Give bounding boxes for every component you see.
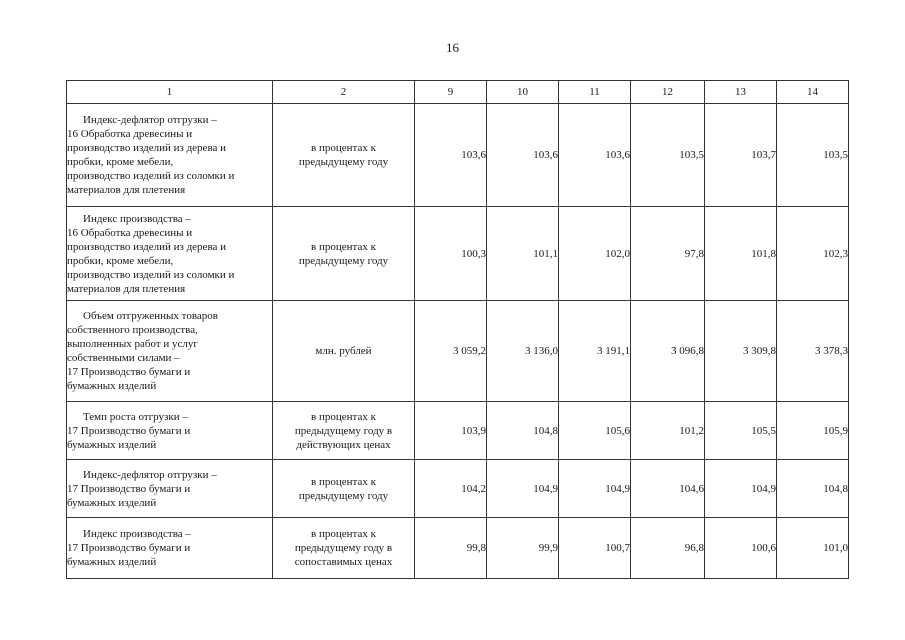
value-cell: 104,9 [487,460,559,518]
table-row [67,402,849,460]
header-cell: 9 [415,81,487,104]
indicator-name-line: производство изделий из дерева и [67,142,227,154]
indicator-name-cell [67,104,273,207]
value-cell: 103,6 [559,104,631,207]
indicator-name-line: материалов для плетения [67,282,186,295]
header-cell: 11 [559,81,631,104]
header-cell: 1 [67,81,273,104]
value-cell: 104,8 [487,402,559,460]
indicator-name-line: Индекс производства – [83,528,191,540]
value-cell: 105,5 [705,402,777,460]
value-cell: 97,8 [631,207,705,301]
indicator-name-line: выполненных работ и услуг [67,338,198,350]
value-cell: 103,9 [415,402,487,460]
indicator-name-line: пробки, кроме мебели, [67,254,174,267]
value-cell: 104,9 [559,460,631,518]
unit-line: предыдущему году в [294,424,393,437]
indicator-name-line: 17 Производство бумаги и [67,482,191,495]
unit-line: предыдущему году [298,254,389,267]
unit-line: предыдущему году [298,489,389,502]
value-cell: 99,8 [415,518,487,579]
indicator-name-line: материалов для плетения [67,184,186,196]
indicator-name-line: Индекс-дефлятор отгрузки – [83,114,217,126]
unit-line: в процентах к [311,240,376,253]
header-cell: 13 [705,81,777,104]
value-cell: 103,5 [631,104,705,207]
table-row [67,518,849,579]
value-cell: 3 378,3 [777,301,849,402]
indicator-name-line: 17 Производство бумаги и [67,424,191,437]
indicator-name-line: 17 Производство бумаги и [67,542,191,554]
unit-line: млн. рублей [315,345,372,357]
page-number: 16 [446,40,459,55]
indicator-name-line: производство изделий из дерева и [67,240,227,253]
indicator-name-line: бумажных изделий [67,496,157,509]
table-row [67,104,849,207]
indicator-name-line: производство изделий из соломки и [67,170,235,182]
table-row [67,301,849,402]
value-cell: 3 096,8 [631,301,705,402]
table-row [67,460,849,518]
value-cell: 101,2 [631,402,705,460]
value-cell: 3 136,0 [487,301,559,402]
value-cell: 104,2 [415,460,487,518]
unit-cell [273,301,415,402]
value-cell: 3 191,1 [559,301,631,402]
table-row [67,207,849,301]
value-cell: 103,6 [415,104,487,207]
unit-cell [273,402,415,460]
header-cell: 14 [777,81,849,104]
unit-line: в процентах к [311,475,376,488]
value-cell: 103,7 [705,104,777,207]
value-cell: 100,7 [559,518,631,579]
value-cell: 104,9 [705,460,777,518]
unit-cell [273,207,415,301]
indicator-name-line: Объем отгруженных товаров [83,310,218,322]
indicator-name-cell [67,301,273,402]
value-cell: 100,6 [705,518,777,579]
header-row [67,81,849,104]
indicator-name-line: Темп роста отгрузки – [83,410,188,423]
indicator-name-line: собственного производства, [67,324,198,336]
value-cell: 102,3 [777,207,849,301]
value-cell: 105,9 [777,402,849,460]
unit-cell [273,104,415,207]
indicator-name-line: собственными силами – [67,352,180,364]
indicator-name-cell [67,207,273,301]
indicator-name-line: 17 Производство бумаги и [67,366,191,378]
unit-line: в процентах к [311,142,376,154]
header-cell: 10 [487,81,559,104]
unit-line: предыдущему году в [294,542,393,554]
value-cell: 103,5 [777,104,849,207]
unit-line: предыдущему году [298,156,389,168]
unit-line: в процентах к [311,410,376,423]
indicator-name-line: 16 Обработка древесины и [67,226,193,239]
indicator-name-cell [67,402,273,460]
unit-cell [273,460,415,518]
indicator-name-line: Индекс-дефлятор отгрузки – [83,468,217,481]
indicator-name-line: пробки, кроме мебели, [67,156,174,168]
value-cell: 100,3 [415,207,487,301]
indicator-name-cell [67,518,273,579]
value-cell: 102,0 [559,207,631,301]
value-cell: 3 059,2 [415,301,487,402]
indicator-name-line: бумажных изделий [67,556,157,568]
value-cell: 104,8 [777,460,849,518]
indicator-name-line: производство изделий из соломки и [67,268,235,281]
header-cell: 2 [273,81,415,104]
value-cell: 101,1 [487,207,559,301]
value-cell: 104,6 [631,460,705,518]
indicator-name-line: 16 Обработка древесины и [67,128,193,140]
indicator-name-cell [67,460,273,518]
value-cell: 99,9 [487,518,559,579]
indicator-name-line: бумажных изделий [67,380,157,392]
indicator-name-line: бумажных изделий [67,438,157,451]
unit-line: в процентах к [311,528,376,540]
data-table [66,80,849,579]
header-cell: 12 [631,81,705,104]
indicator-name-line: Индекс производства – [83,212,191,225]
unit-line: действующих ценах [296,438,391,451]
value-cell: 101,8 [705,207,777,301]
value-cell: 105,6 [559,402,631,460]
value-cell: 96,8 [631,518,705,579]
value-cell: 3 309,8 [705,301,777,402]
value-cell: 101,0 [777,518,849,579]
value-cell: 103,6 [487,104,559,207]
unit-cell [273,518,415,579]
unit-line: сопоставимых ценах [294,556,393,568]
